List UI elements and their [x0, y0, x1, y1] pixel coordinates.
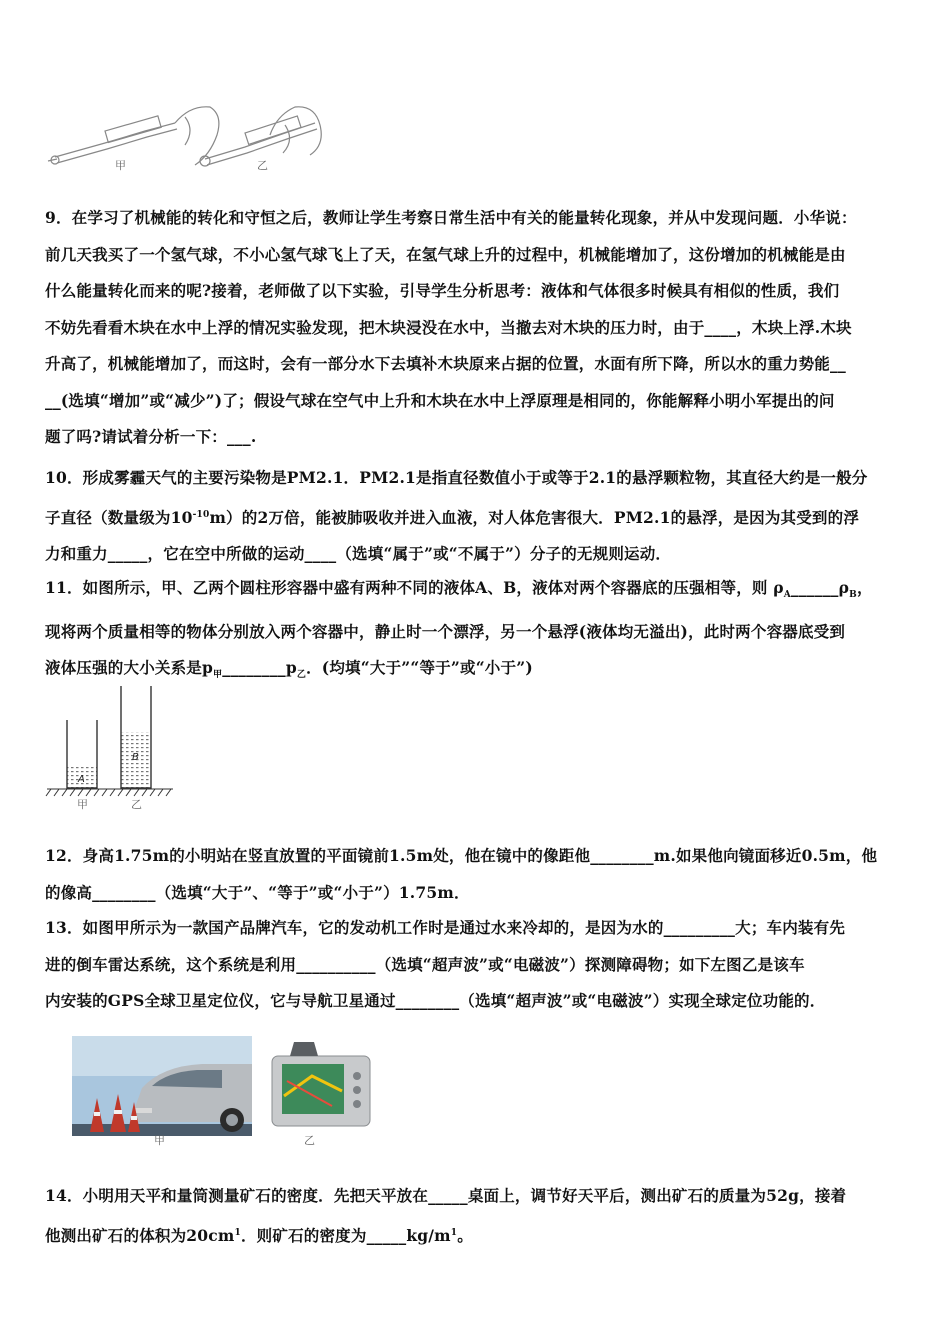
syringe-left-icon	[48, 107, 219, 165]
q13-line-1: 13．如图甲所示为一款国产品牌汽车，它的发动机工作时是通过水来冷却的，是因为水的_________大；车内装有先	[45, 918, 846, 937]
car-label-jia: 甲	[154, 1134, 165, 1147]
q11-line-1-end: ，	[856, 578, 873, 597]
q14-line-1: 14．小明用天平和量筒测量矿石的密度．先把天平放在_____桌面上，调节好天平后，测出矿石的质量为52g，接着	[45, 1186, 847, 1205]
syringe-right-icon	[200, 107, 321, 166]
q9-line: 什么能量转化而来的呢?接着，老师做了以下实验，引导学生分析思考：液体和气体很多时候具有相似的性质，我们	[45, 281, 840, 300]
q9-line: 升高了，机械能增加了，而这时，会有一部分水下去填补木块原来占据的位置，水面有所下降，所以水的重力势能__	[45, 354, 846, 373]
q14-line-2-end: 。	[457, 1225, 473, 1245]
figure-label-yi: 乙	[257, 159, 268, 172]
q11-line-2: 现将两个质量相等的物体分别放入两个容器中，静止时一个漂浮，另一个悬浮(液体均无溢出)，此时两个容器底受到	[45, 621, 846, 641]
q11-blank-1: ______ρ	[790, 578, 850, 597]
q14-line-2-mid: ．则矿石的密度为_____kg/m	[240, 1225, 451, 1245]
q14-line-2-pre: 他测出矿石的体积为20cm	[45, 1225, 235, 1245]
q9-line: 不妨先看看木块在水中上浮的情况实验发现，把木块浸没在水中，当撤去对木块的压力时，由于____，木块上浮.木块	[45, 317, 852, 337]
q12-line-1: 12．身高1.75m的小明站在竖直放置的平面镜前1.5m处，他在镜中的像距他________m.如果他向镜面移近0.5m，他	[45, 846, 878, 865]
gps-device-icon	[272, 1042, 370, 1126]
question-9	[45, 200, 905, 456]
container-label-yi: 乙	[131, 798, 142, 811]
question-14	[45, 1178, 905, 1254]
figure-label-jia: 甲	[115, 159, 126, 172]
q13-line-3: 内安装的GPS全球卫星定位仪，它与导航卫星通过________（选填“超声波”或“电磁波”）实现全球定位功能的．	[45, 991, 826, 1010]
q11-blank-2: ________p	[222, 658, 297, 678]
q14-sup-2: 1	[450, 1227, 458, 1238]
container-label-jia: 甲	[77, 798, 88, 811]
car-photo	[72, 1036, 252, 1136]
container-jia	[67, 720, 97, 788]
q11-line-3-pre: 液体压强的大小关系是p	[45, 658, 214, 678]
q14-line-2	[45, 1215, 905, 1255]
container-yi	[121, 686, 151, 788]
q10-line-1: 10．形成雾霾天气的主要污染物是PM2.1．PM2.1是指直径数值小于或等于2.1的悬浮颗粒物，其直径大约是一般分	[45, 468, 868, 487]
q9-line: 前几天我买了一个氢气球，不小心氢气球飞上了天，在氢气球上升的过程中，机械能增加了，这份增加的机械能是由	[45, 244, 846, 264]
question-11	[45, 570, 905, 694]
q11-line-3-post: ．(均填“大于”“等于”或“小于”)	[306, 658, 533, 678]
q10-line-2-post: m）的2万倍，能被肺吸收并进入血液，对人体危害很大．PM2.1的悬浮，是因为其受到的浮	[209, 507, 860, 527]
q10-exponent: -10	[192, 509, 210, 520]
containers-figure	[45, 682, 185, 812]
q13-line-2: 进的倒车雷达系统，这个系统是利用__________（选填“超声波”或“电磁波”）探测障碍物；如下左图乙是该车	[45, 954, 805, 974]
q10-line-3: 力和重力_____，它在空中所做的运动____（选填“属于”或“不属于”）分子的无规则运动．	[45, 544, 672, 564]
question-13	[45, 910, 905, 1020]
q11-sub-yi: 乙	[296, 670, 307, 681]
q9-line: 9．在学习了机械能的转化和守恒之后，教师让学生考察日常生活中有关的能量转化现象，并从中发现问题．小华说：	[45, 208, 857, 227]
q10-line-2	[45, 497, 905, 537]
q11-line-1	[45, 570, 905, 614]
q9-line: __(选填“增加”或“减少”)了；假设气球在空气中上升和木块在水中上浮原理是相同的，你能解释小明小军提出的问	[45, 390, 835, 410]
question-12	[45, 838, 905, 911]
q11-line-1-pre: 11．如图所示，甲、乙两个圆柱形容器中盛有两种不同的液体A、B，液体对两个容器底的压强相等，则 ρ	[45, 578, 784, 597]
q11-sub-a: A	[783, 590, 791, 601]
syringe-figure	[45, 95, 335, 175]
car-gps-figure	[72, 1036, 382, 1148]
q14-sup-1: 1	[234, 1227, 241, 1238]
q10-line-2-pre: 子直径（数量级为10	[45, 507, 193, 527]
liquid-a-label: A	[78, 774, 85, 785]
q11-sub-b: B	[849, 590, 857, 601]
gps-label-yi: 乙	[304, 1134, 315, 1147]
liquid-b-label: B	[132, 752, 139, 763]
q9-line: 题了吗?请试着分析一下：___.	[45, 427, 257, 446]
question-10	[45, 460, 905, 573]
q12-line-2: 的像高________（选填“大于”、“等于”或“小于”）1.75m．	[45, 882, 470, 902]
ground-hatch	[46, 789, 173, 796]
q11-sub-jia: 甲	[213, 670, 223, 681]
